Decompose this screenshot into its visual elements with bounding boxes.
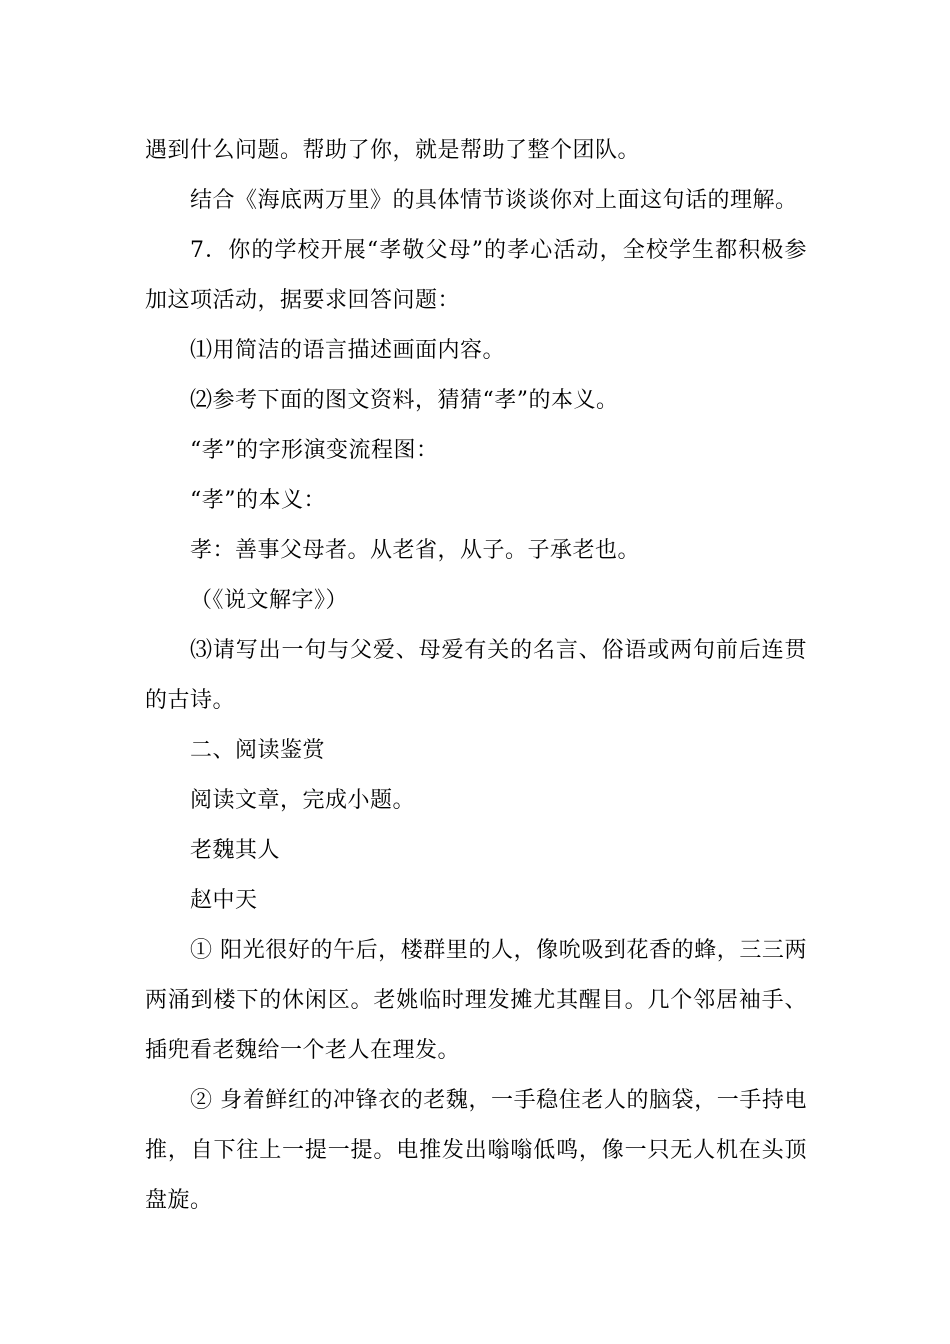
original-meaning-caption: “孝”的本义： (190, 488, 326, 513)
reading-instruction: 阅读文章，完成小题。 (190, 788, 416, 813)
paragraph-1-line-2: 两涌到楼下的休闲区。老姚临时理发摊尤其醒目。几个邻居袖手、 (145, 988, 807, 1013)
glyph-evolution-caption: “孝”的字形演变流程图： (190, 438, 439, 463)
section-heading: 二、阅读鉴赏 (190, 738, 326, 763)
paragraph-2-line-2: 推，自下往上一提一提。电推发出嗡嗡低鸣，像一只无人机在头顶 (145, 1138, 807, 1163)
text-line-2: 结合《海底两万里》的具体情节谈谈你对上面这句话的理解。 (190, 188, 798, 213)
paragraph-1-line-1: ① 阳光很好的午后，楼群里的人，像吮吸到花香的蜂，三三两 (190, 938, 807, 963)
subquestion-3-line-2: 的古诗。 (145, 688, 236, 713)
subquestion-3-line-1: ⑶请写出一句与父爱、母爱有关的名言、俗语或两句前后连贯 (190, 638, 807, 663)
shuowen-quote: 孝：善事父母者。从老省，从子。子承老也。 (190, 538, 641, 563)
paragraph-2-line-3: 盘旋。 (145, 1188, 213, 1213)
article-author: 赵中天 (190, 888, 258, 913)
shuowen-source: （《说文解字》） (190, 588, 349, 613)
text-line-1: 遇到什么问题。帮助了你，就是帮助了整个团队。 (145, 138, 641, 163)
paragraph-1-line-3: 插兜看老魏给一个老人在理发。 (145, 1038, 461, 1063)
question-7-line-1: 7．你的学校开展“孝敬父母”的孝心活动，全校学生都积极参 (190, 238, 807, 263)
article-title: 老魏其人 (190, 838, 281, 863)
subquestion-1: ⑴用简洁的语言描述画面内容。 (190, 338, 506, 363)
paragraph-2-line-1: ② 身着鲜红的冲锋衣的老魏，一手稳住老人的脑袋，一手持电 (190, 1088, 807, 1113)
question-7-line-2: 加这项活动，据要求回答问题： (145, 288, 461, 313)
subquestion-2: ⑵参考下面的图文资料，猜猜“孝”的本义。 (190, 388, 619, 413)
